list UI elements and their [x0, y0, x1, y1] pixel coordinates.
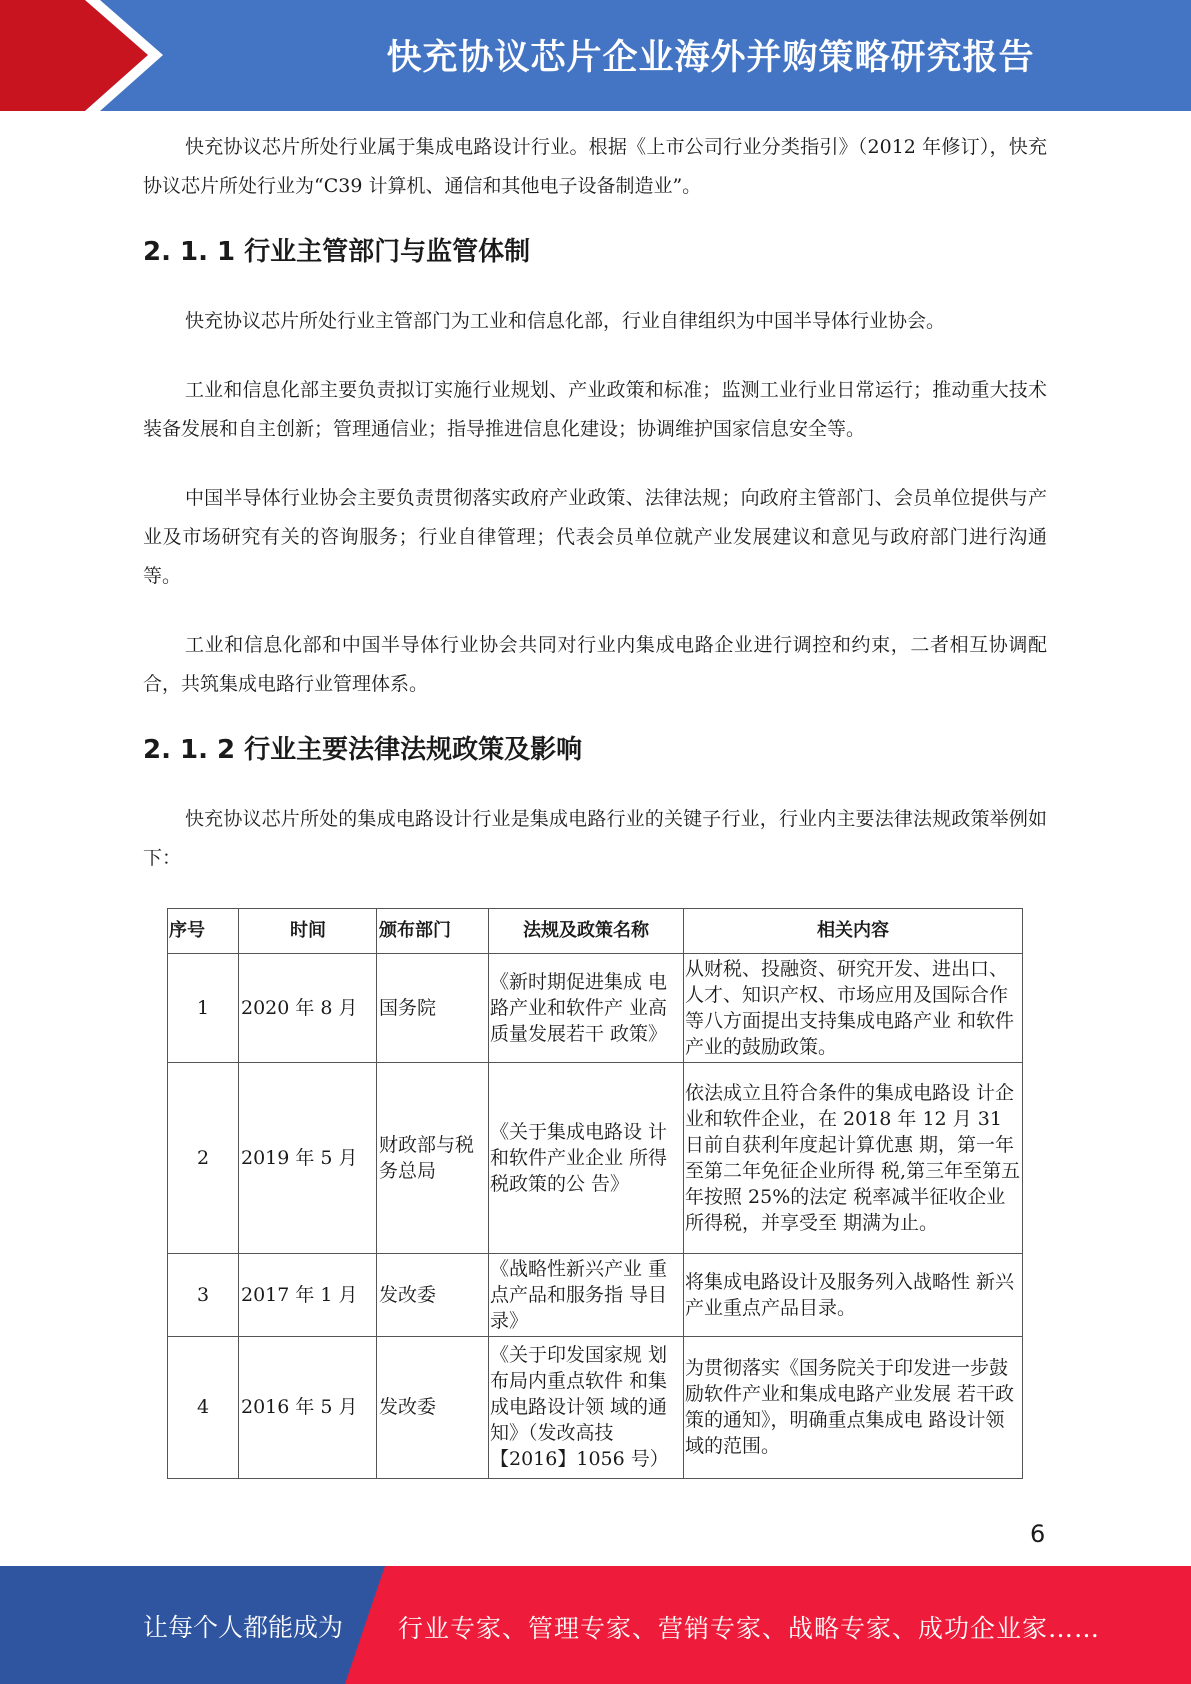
page-number: 6 [1030, 1520, 1046, 1548]
col-header-no: 序号 [168, 908, 239, 953]
footer-slogan-left: 让每个人都能成为 [143, 1613, 344, 1642]
section1-paragraph: 工业和信息化部主要负责拟订实施行业规划、产业政策和标准；监测工业行业日常运行；推动重大技术装备发展和自主创新；管理通信业；指导推进信息化建设；协调维护国家信息安全等。 [143, 378, 1047, 440]
row-date: 2019 年 5 月 [239, 1062, 377, 1253]
row-date: 2017 年 1 月 [239, 1253, 377, 1336]
footer-slogan-right: 行业专家、管理专家、营销专家、战略专家、成功企业家…… [398, 1614, 1101, 1643]
col-header-desc: 相关内容 [684, 908, 1023, 953]
section-heading-2-1-1: 2. 1. 1 行业主管部门与监管体制 [143, 237, 531, 267]
table-row [168, 1253, 1023, 1336]
col-header-dept: 颁布部门 [377, 908, 489, 953]
main-content [143, 128, 1047, 1479]
row-desc: 将集成电路设计及服务列入战略性 新兴产业重点产品目录。 [684, 1253, 1023, 1336]
table-row [168, 1062, 1023, 1253]
table-header-row [168, 908, 1023, 953]
row-dept: 发改委 [377, 1336, 489, 1478]
table-row [168, 953, 1023, 1062]
row-no: 4 [168, 1336, 239, 1478]
section1-paragraph: 工业和信息化部和中国半导体行业协会共同对行业内集成电路企业进行调控和约束，二者相互协调配合，共筑集成电路行业管理体系。 [143, 633, 1047, 695]
row-name: 《战略性新兴产业 重点产品和服务指 导目录》 [489, 1253, 684, 1336]
section1-paragraph: 中国半导体行业协会主要负责贯彻落实政府产业政策、法律法规；向政府主管部门、会员单位提供与产业及市场研究有关的咨询服务；行业自律管理；代表会员单位就产业发展建议和意见与政府部门进行沟通等。 [143, 486, 1047, 587]
row-dept: 发改委 [377, 1253, 489, 1336]
policy-table [167, 908, 1023, 1479]
section1-paragraph: 快充协议芯片所处行业主管部门为工业和信息化部，行业自律组织为中国半导体行业协会。 [185, 309, 946, 332]
row-no: 2 [168, 1062, 239, 1253]
row-name: 《新时期促进集成 电路产业和软件产 业高质量发展若干 政策》 [489, 953, 684, 1062]
col-header-name: 法规及政策名称 [489, 908, 684, 953]
row-dept: 国务院 [377, 953, 489, 1062]
col-header-date: 时间 [239, 908, 377, 953]
report-title: 快充协议芯片企业海外并购策略研究报告 [386, 38, 1035, 78]
row-date: 2016 年 5 月 [239, 1336, 377, 1478]
section2-paragraph: 快充协议芯片所处的集成电路设计行业是集成电路行业的关键子行业，行业内主要法律法规政策举例如下： [143, 807, 1047, 869]
row-name: 《关于集成电路设 计和软件产业企业 所得税政策的公 告》 [489, 1062, 684, 1253]
row-desc: 为贯彻落实《国务院关于印发进一步鼓励软件产业和集成电路产业发展 若干政策的通知》，明确重点集成电 路设计领域的范围。 [684, 1336, 1023, 1478]
table-row [168, 1336, 1023, 1478]
row-no: 1 [168, 953, 239, 1062]
section-heading-2-1-2: 2. 1. 2 行业主要法律法规政策及影响 [143, 734, 583, 765]
row-dept: 财政部与税务总局 [377, 1062, 489, 1253]
row-name: 《关于印发国家规 划布局内重点软件 和集成电路设计领 域的通知》（发改高技【2016】1056 号） [489, 1336, 684, 1478]
intro-paragraph: 快充协议芯片所处行业属于集成电路设计行业。根据《上市公司行业分类指引》（2012 年修订），快充协议芯片所处行业为“C39 计算机、通信和其他电子设备制造业”。 [143, 136, 1047, 197]
page-footer [0, 1566, 1191, 1684]
page-header [0, 0, 1191, 111]
row-desc: 依法成立且符合条件的集成电路设 计企业和软件企业，在 2018 年 12 月 31 日前自获利年度起计算优惠 期，第一年至第二年免征企业所得 税,第三年至第五年按照 25%的法定 税率减半征收企业所得税，并享受至 期满为止。 [684, 1062, 1023, 1253]
row-no: 3 [168, 1253, 239, 1336]
row-desc: 从财税、投融资、研究开发、进出口、人才、知识产权、市场应用及国际合作等八方面提出支持集成电路产业 和软件产业的鼓励政策。 [684, 953, 1023, 1062]
row-date: 2020 年 8 月 [239, 953, 377, 1062]
